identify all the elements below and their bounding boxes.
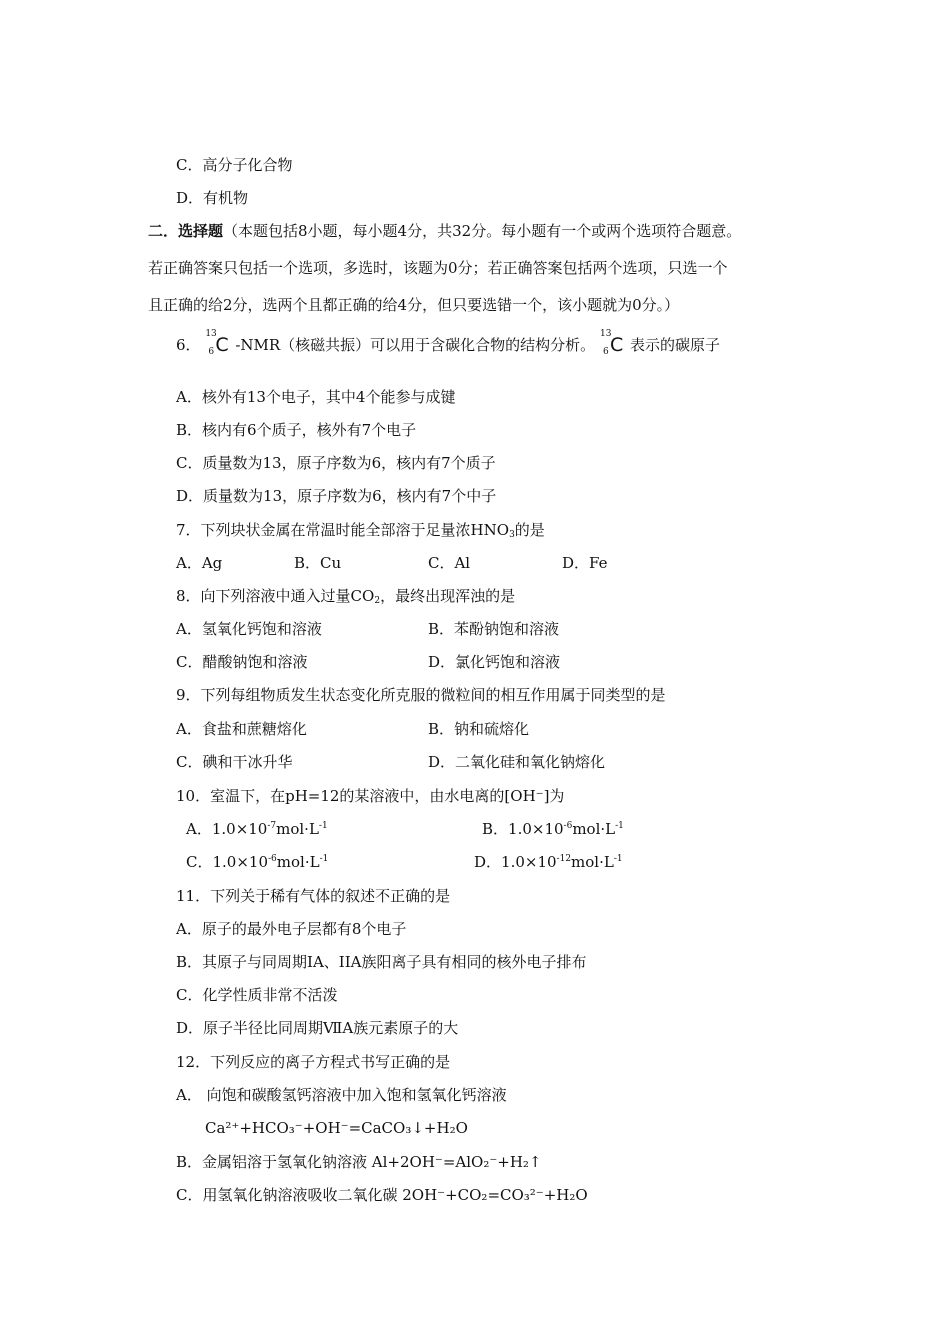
exponent: -12: [556, 854, 572, 864]
q12-option-a-equation: Ca²⁺+HCO₃⁻+OH⁻=CaCO₃↓+H₂O: [205, 1119, 468, 1137]
section-2-intro-line-1: [148, 221, 741, 241]
q7-option-b: B．Cu: [294, 554, 342, 572]
q10-option-a: [186, 819, 328, 839]
exponent: -6: [563, 821, 573, 831]
unit-text: mol·L: [572, 820, 616, 838]
unit-exponent: -1: [319, 854, 329, 864]
q8-stem-end: ，最终出现浑浊的是: [380, 587, 516, 605]
q9-option-b: B．钠和硫熔化: [428, 720, 530, 738]
q6-stem-text-a: -NMR（核磁共振）可以用于含碳化合物的结构分析。: [235, 336, 596, 354]
carbon-13-isotope-symbol: [205, 329, 235, 358]
isotope-element-symbol: C: [215, 334, 229, 356]
q11-stem: 11．下列关于稀有气体的叙述不正确的是: [176, 887, 451, 905]
q10-stem: 10．室温下，在pH=12的某溶液中，由水电离的[OH⁻]为: [176, 787, 565, 805]
q12-stem: 12．下列反应的离子方程式书写正确的是: [176, 1053, 451, 1071]
q11-option-c: C．化学性质非常不活泼: [176, 986, 338, 1004]
section-2-intro-text: （本题包括8小题，每小题4分，共32分。每小题有一个或两个选项符合题意。: [223, 222, 742, 240]
q9-stem: 9．下列每组物质发生状态变化所克服的微粒间的相互作用属于同类型的是: [176, 686, 666, 704]
q10-option-d: [474, 852, 623, 872]
q8-option-d: D．氯化钙饱和溶液: [428, 653, 561, 671]
q8-option-a: A．氢氧化钙饱和溶液: [176, 620, 322, 638]
q11-option-a: A．原子的最外电子层都有8个电子: [176, 920, 407, 938]
option-text: D．1.0×10: [474, 853, 557, 871]
carbon-13-isotope-symbol-2: [599, 329, 630, 358]
q6-stem: [176, 329, 720, 358]
option-text: A．1.0×10: [186, 820, 268, 838]
option-text: B．1.0×10: [482, 820, 564, 838]
q7-option-c: C．Al: [428, 554, 471, 572]
q8-stem: [176, 586, 515, 606]
section-2-intro-line-2: 若正确答案只包括一个选项，多选时，该题为0分；若正确答案包括两个选项，只选一个: [148, 259, 728, 277]
q7-stem-text: 7．下列块状金属在常温时能全部溶于足量浓HNO: [176, 521, 510, 539]
unit-text: mol·L: [571, 853, 614, 871]
q12-option-b: B．金属铝溶于氢氧化钠溶液 Al+2OH⁻=AlO₂⁻+H₂↑: [176, 1153, 542, 1171]
q9-option-c: C．碘和干冰升华: [176, 753, 293, 771]
q7-stem-end: 的是: [514, 521, 545, 539]
q7-stem: [176, 520, 545, 540]
q6-stem-text-b: 表示的碳原子: [629, 336, 720, 354]
unit-text: mol·L: [276, 820, 319, 838]
q12-option-a: A． 向饱和碳酸氢钙溶液中加入饱和氢氧化钙溶液: [176, 1086, 507, 1104]
q7-option-a: A．Ag: [176, 554, 223, 572]
unit-exponent: -1: [615, 821, 624, 831]
q8-stem-text: 8．向下列溶液中通入过量CO: [176, 587, 375, 605]
q9-option-a: A．食盐和蔗糖熔化: [176, 720, 307, 738]
q12-option-c: C．用氢氧化钠溶液吸收二氧化碳 2OH⁻+CO₂=CO₃²⁻+H₂O: [176, 1186, 588, 1204]
q9-option-d: D．二氧化硅和氧化钠熔化: [428, 753, 606, 771]
q7-subscript: 3: [509, 530, 515, 540]
section-2-intro-line-3: 且正确的给2分，选两个且都正确的给4分，但只要选错一个，该小题就为0分。）: [148, 296, 680, 314]
section-2-heading: 二．选择题: [148, 222, 224, 240]
q5-option-d: D．有机物: [176, 189, 249, 207]
q8-option-c: C．醋酸钠饱和溶液: [176, 653, 308, 671]
q8-option-b: B．苯酚钠饱和溶液: [428, 620, 560, 638]
q10-option-c: [186, 852, 328, 872]
q11-option-b: B．其原子与同周期IA、IIA族阳离子具有相同的核外电子排布: [176, 953, 587, 971]
isotope-atomic-number: 6: [208, 347, 215, 357]
exponent: -6: [268, 854, 277, 864]
q7-option-d: D．Fe: [562, 554, 608, 572]
isotope-atomic-number: 6: [602, 347, 609, 357]
exponent: -7: [267, 821, 277, 831]
q8-subscript: 2: [374, 596, 381, 606]
unit-exponent: -1: [318, 821, 328, 831]
q10-option-b: [482, 819, 624, 839]
isotope-element-symbol: C: [609, 334, 624, 356]
unit-text: mol·L: [276, 853, 320, 871]
q6-option-c: C．质量数为13，原子序数为6，核内有7个质子: [176, 454, 496, 472]
q5-option-c: C．高分子化合物: [176, 156, 293, 174]
unit-exponent: -1: [613, 854, 623, 864]
isotope-mass-number: 13: [205, 329, 217, 339]
q6-number: 6．: [176, 336, 201, 354]
q6-option-d: D．质量数为13，原子序数为6，核内有7个中子: [176, 487, 497, 505]
isotope-mass-number: 13: [599, 329, 612, 339]
q6-option-a: A．核外有13个电子，其中4个能参与成键: [176, 388, 456, 406]
option-text: C．1.0×10: [186, 853, 268, 871]
q6-option-b: B．核内有6个质子，核外有7个电子: [176, 421, 417, 439]
q11-option-d: D．原子半径比同周期ⅦA族元素原子的大: [176, 1019, 459, 1037]
